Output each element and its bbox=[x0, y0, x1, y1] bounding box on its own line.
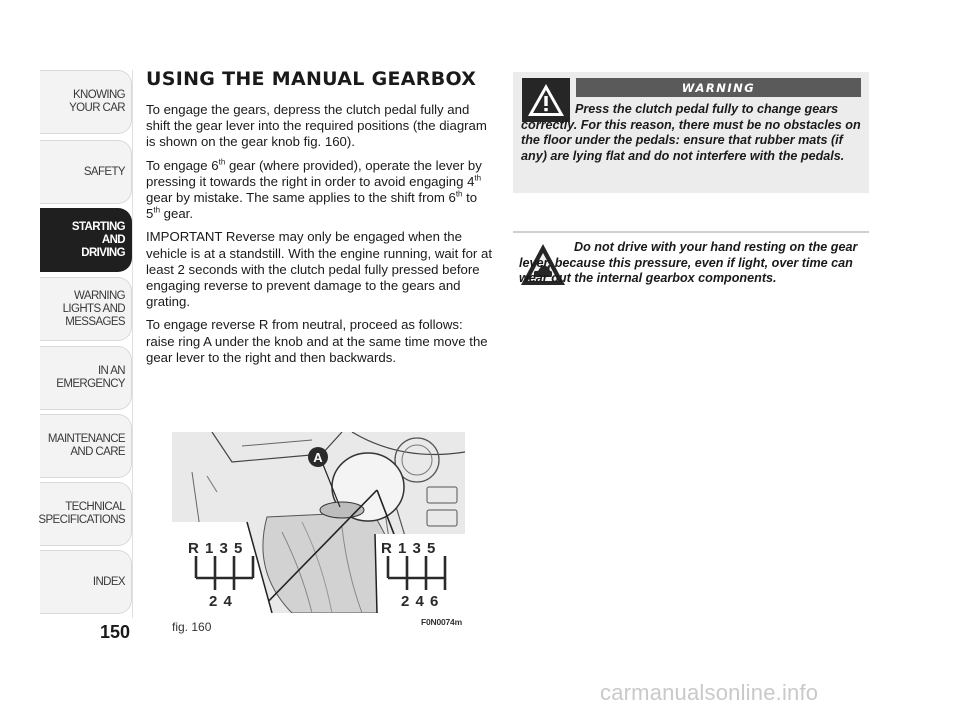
tab-safety[interactable] bbox=[40, 140, 132, 204]
warning-box bbox=[513, 72, 869, 193]
warning-text bbox=[521, 102, 861, 164]
caution-text bbox=[519, 240, 869, 287]
tab-in-an-emergency[interactable] bbox=[40, 346, 132, 410]
ordinal-suffix: th bbox=[153, 205, 161, 215]
tab-warning-lights-and-messages[interactable] bbox=[40, 277, 132, 341]
right-diagram-bottom: 2 4 6 bbox=[401, 593, 439, 610]
caution-body bbox=[519, 240, 869, 287]
gear-lever-illustration bbox=[172, 432, 465, 613]
section-title: USING THE MANUAL GEARBOX bbox=[146, 68, 477, 90]
paragraph-important-reverse: IMPORTANT Reverse may only be engaged when the vehicle is at a standstill. With the engine running, wait for at least 2 seconds with the clutch pedal fully pressed before engaging reverse to prevent damage to the gears and grating. bbox=[146, 229, 492, 310]
left-diagram-bottom: 2 4 bbox=[209, 593, 232, 610]
tab-label: INDEX bbox=[92, 575, 125, 588]
sidebar-divider bbox=[132, 70, 133, 618]
page-number: 150 bbox=[100, 622, 131, 642]
tab-index[interactable] bbox=[40, 550, 132, 614]
tab-label: KNOWING YOUR CAR bbox=[69, 89, 125, 114]
tab-knowing-your-car[interactable] bbox=[40, 70, 132, 134]
warning-body bbox=[521, 102, 861, 164]
ordinal-suffix: th bbox=[474, 173, 482, 183]
tab-technical-specifications[interactable] bbox=[40, 482, 132, 546]
marker-a-label: A bbox=[313, 450, 323, 465]
left-diagram-top: R 1 3 5 bbox=[188, 540, 243, 557]
text-run: gear by mistake. The same applies to the shift from 6 bbox=[146, 190, 456, 206]
tab-label: STARTING AND DRIVING bbox=[71, 220, 125, 259]
ordinal-suffix: th bbox=[218, 157, 226, 167]
tab-label: WARNING LIGHTS AND MESSAGES bbox=[62, 289, 125, 328]
caution-text-run: Do not drive with your hand resting on the gear lever, because this pressure, even if light, over time can wear out the internal gearbox components. bbox=[519, 240, 858, 286]
paragraph-engage-reverse: To engage reverse R from neutral, proceed as follows: raise ring A under the knob and at the same time move the gear lever to the right and then backwards. bbox=[146, 317, 488, 365]
figure-code: F0N0074m bbox=[421, 617, 462, 627]
main-column bbox=[146, 68, 494, 373]
text-run: to 5 bbox=[146, 190, 478, 222]
text-run: gear. bbox=[160, 206, 194, 222]
figure-caption: fig. 160 bbox=[172, 620, 212, 634]
tab-label: SAFETY bbox=[83, 165, 125, 178]
ordinal-suffix: th bbox=[455, 189, 463, 199]
tab-label: MAINTENANCE AND CARE bbox=[47, 433, 125, 458]
tab-maintenance-and-care[interactable] bbox=[40, 414, 132, 478]
warning-text-run: Press the clutch pedal fully to change gears correctly. For this reason, there must be no obstacles on the floor under the pedals: ensure that rubber mats (if any) are lying flat and do not interfere with the pedals. bbox=[521, 102, 861, 163]
paragraph-sixth-gear bbox=[146, 158, 494, 223]
text-run: gear (where provided), operate the lever by pressing it towards the right in order to avoid engaging 4 bbox=[146, 157, 482, 189]
text-run: To engage 6 bbox=[146, 157, 219, 173]
paragraph-engage-gears: To engage the gears, depress the clutch pedal fully and shift the gear lever into the required positions (the diagram is shown on the gear knob fig. 160). bbox=[146, 102, 487, 150]
tab-label: TECHNICAL SPECIFICATIONS bbox=[38, 501, 125, 526]
tab-starting-and-driving[interactable] bbox=[40, 208, 132, 272]
caution-divider bbox=[513, 231, 869, 233]
gear-lever-figure bbox=[172, 432, 465, 613]
right-diagram-top: R 1 3 5 bbox=[381, 540, 436, 557]
warning-header: WARNING bbox=[576, 78, 861, 97]
site-watermark: carmanualsonline.info bbox=[600, 680, 819, 705]
tab-label: IN AN EMERGENCY bbox=[56, 365, 125, 390]
